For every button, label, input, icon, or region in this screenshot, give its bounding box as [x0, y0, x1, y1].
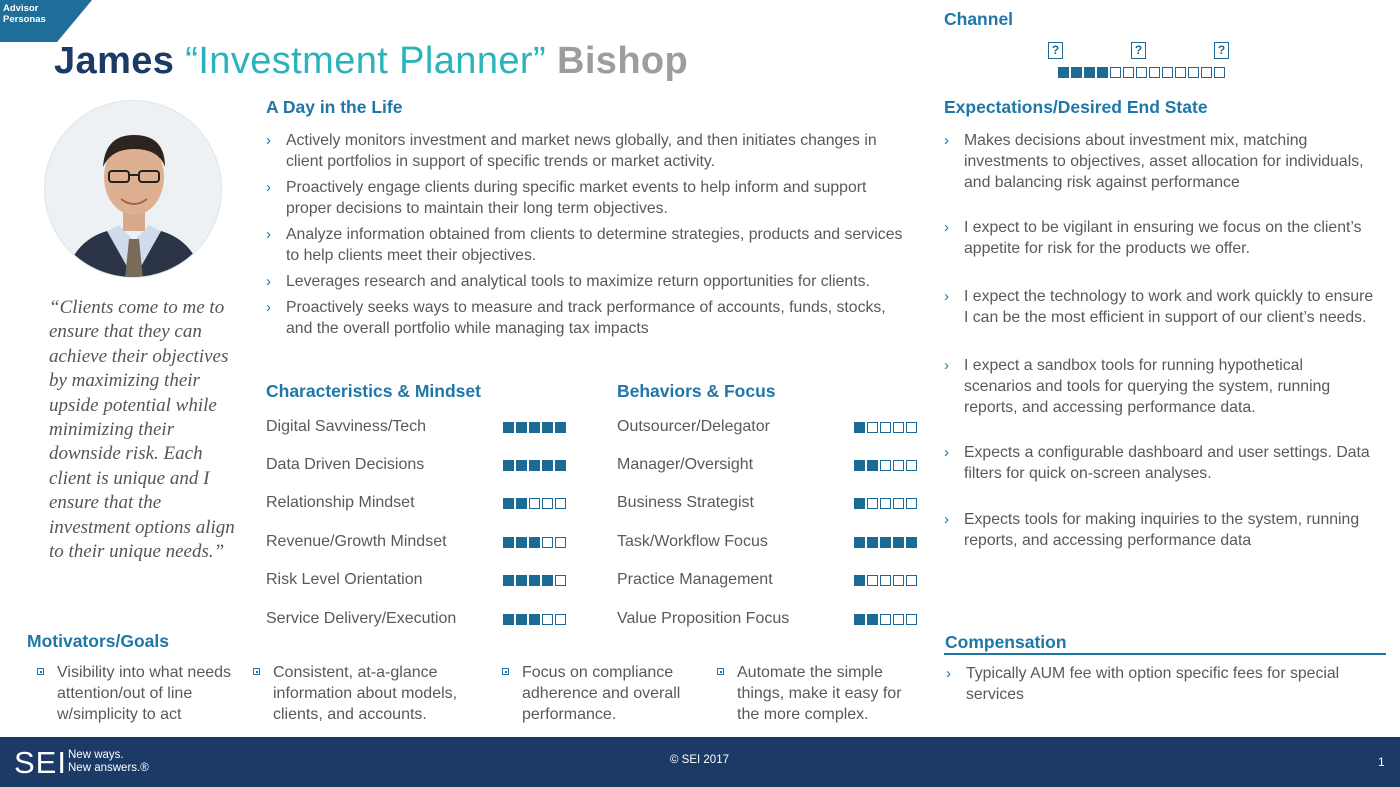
- section-tag-label: Advisor Personas: [3, 3, 46, 25]
- rating-square-filled: [529, 614, 540, 625]
- chevron-right-icon: ›: [266, 273, 271, 290]
- rating-square-empty: [893, 498, 904, 509]
- compensation-heading: Compensation: [945, 632, 1067, 652]
- expectations-heading: Expectations/Desired End State: [944, 97, 1208, 117]
- list-item: › I expect to be vigilant in ensuring we focus on the client’s appetite for risk for the products we offer.: [944, 219, 1362, 257]
- list-item: › Actively monitors investment and market news globally, and then initiates changes in client portfolios in support of specific trends or market activity.: [266, 132, 877, 170]
- rating-square-empty: [1149, 67, 1160, 78]
- rating-label: Data Driven Decisions: [266, 456, 425, 473]
- rating-square-empty: [893, 422, 904, 433]
- rating-squares: [503, 575, 566, 586]
- rating-label: Service Delivery/Execution: [266, 610, 457, 627]
- rating-square-filled: [906, 537, 917, 548]
- rating-square-empty: [906, 614, 917, 625]
- rating-squares: [854, 614, 917, 625]
- rating-squares: [854, 422, 917, 433]
- chevron-right-icon: ›: [944, 132, 949, 149]
- rating-square-filled: [516, 460, 527, 471]
- rating-square-empty: [542, 614, 553, 625]
- rating-label: Risk Level Orientation: [266, 571, 423, 588]
- rating-row: [617, 533, 917, 551]
- section-tag: [0, 0, 92, 42]
- rating-square-empty: [1110, 67, 1121, 78]
- rating-square-empty: [1188, 67, 1199, 78]
- rating-square-filled: [529, 537, 540, 548]
- rating-square-filled: [516, 422, 527, 433]
- missing-image-icon: ?: [1131, 42, 1146, 59]
- bullet-icon: [502, 668, 509, 675]
- rating-square-empty: [867, 575, 878, 586]
- rating-square-empty: [555, 498, 566, 509]
- person-portrait-icon: [45, 101, 222, 278]
- list-item: › I expect the technology to work and work quickly to ensure I can be the most efficient in support of our client’s needs.: [944, 288, 1374, 326]
- rating-row: [617, 456, 917, 474]
- rating-square-empty: [867, 422, 878, 433]
- rating-square-filled: [542, 460, 553, 471]
- list-item: › Makes decisions about investment mix, matching investments to objectives, asset allocation for individuals, and balancing risk against performance: [944, 132, 1364, 191]
- rating-label: Revenue/Growth Mindset: [266, 533, 447, 550]
- persona-avatar: [44, 100, 222, 278]
- chevron-right-icon: ›: [266, 299, 271, 316]
- rating-row: [617, 494, 917, 512]
- rating-square-filled: [503, 575, 514, 586]
- expectations-list: [944, 130, 1374, 551]
- rating-square-empty: [880, 498, 891, 509]
- rating-square-filled: [529, 422, 540, 433]
- bullet-icon: [253, 668, 260, 675]
- persona-last-name: Bishop: [556, 40, 689, 82]
- chevron-right-icon: ›: [266, 226, 271, 243]
- rating-square-filled: [503, 460, 514, 471]
- rating-square-filled: [867, 460, 878, 471]
- rating-square-empty: [1201, 67, 1212, 78]
- bullet-icon: [37, 668, 44, 675]
- rating-square-filled: [503, 614, 514, 625]
- rating-square-empty: [1175, 67, 1186, 78]
- rating-label: Relationship Mindset: [266, 494, 415, 511]
- rating-row: [266, 494, 566, 512]
- list-item: › Proactively engage clients during specific market events to help inform and support proper decisions to maintain their long term objectives.: [266, 179, 867, 217]
- rating-squares: [854, 537, 917, 548]
- channel-scale: [1058, 67, 1225, 78]
- footer-bar: [0, 737, 1400, 787]
- rating-squares: [854, 460, 917, 471]
- persona-nickname: “Investment Planner”: [185, 40, 547, 82]
- day-in-life-heading: A Day in the Life: [266, 97, 403, 117]
- list-item: Consistent, at-a-glance information about models, clients, and accounts.: [273, 662, 483, 725]
- rating-row: [617, 418, 917, 436]
- rating-label: Digital Savviness/Tech: [266, 418, 427, 435]
- list-item: › I expect a sandbox tools for running hypothetical scenarios and tools for querying the system, running reports, and accessing performance data.: [944, 357, 1331, 416]
- rating-squares: [854, 498, 917, 509]
- rating-label: Manager/Oversight: [617, 456, 754, 473]
- rating-row: [266, 533, 566, 551]
- rating-square-empty: [906, 422, 917, 433]
- chevron-right-icon: ›: [266, 179, 271, 196]
- rating-square-filled: [867, 614, 878, 625]
- behaviors-heading: Behaviors & Focus: [617, 381, 776, 401]
- rating-row: [266, 456, 566, 474]
- rating-square-filled: [555, 460, 566, 471]
- rating-row: [266, 418, 566, 436]
- rating-row: [266, 571, 566, 589]
- persona-first-name: James: [54, 40, 175, 82]
- rating-square-filled: [503, 422, 514, 433]
- rating-square-filled: [1084, 67, 1095, 78]
- chevron-right-icon: ›: [944, 511, 949, 528]
- channel-icons: [1048, 42, 1229, 59]
- rating-label: Task/Workflow Focus: [617, 533, 768, 550]
- compensation-list: [946, 663, 1366, 705]
- rating-square-filled: [854, 498, 865, 509]
- list-item: Visibility into what needs attention/out of line w/simplicity to act: [57, 662, 237, 725]
- rating-square-empty: [906, 498, 917, 509]
- rating-label: Practice Management: [617, 571, 773, 588]
- rating-square-filled: [867, 537, 878, 548]
- rating-squares: [503, 498, 566, 509]
- bullet-icon: [717, 668, 724, 675]
- chevron-right-icon: ›: [266, 132, 271, 149]
- page-number: 1: [1378, 755, 1385, 769]
- rating-row: [617, 610, 917, 628]
- rating-squares: [503, 422, 566, 433]
- rating-square-empty: [880, 422, 891, 433]
- rating-square-filled: [555, 422, 566, 433]
- rating-square-filled: [854, 422, 865, 433]
- rating-square-empty: [542, 537, 553, 548]
- divider: [944, 653, 1386, 655]
- rating-square-empty: [906, 575, 917, 586]
- persona-quote: “Clients come to me to ensure that they can achieve their objectives by maximizing their upside potential while minimizing their downside risk. Each client is unique and I ensure that the investment options align to their unique needs.”: [49, 297, 235, 563]
- rating-row: [266, 610, 566, 628]
- rating-square-empty: [1214, 67, 1225, 78]
- rating-squares: [854, 575, 917, 586]
- list-item: › Typically AUM fee with option specific fees for special services: [946, 665, 1340, 703]
- rating-square-empty: [880, 614, 891, 625]
- rating-squares: [503, 537, 566, 548]
- rating-square-empty: [542, 498, 553, 509]
- copyright: © SEI 2017: [670, 754, 729, 766]
- rating-square-empty: [906, 460, 917, 471]
- rating-square-filled: [516, 537, 527, 548]
- rating-square-empty: [880, 460, 891, 471]
- rating-square-empty: [555, 575, 566, 586]
- rating-square-empty: [893, 460, 904, 471]
- rating-row: [617, 571, 917, 589]
- brand-logo: SEI: [14, 745, 67, 780]
- rating-square-empty: [529, 498, 540, 509]
- rating-square-filled: [854, 575, 865, 586]
- rating-label: Outsourcer/Delegator: [617, 418, 770, 435]
- rating-square-empty: [555, 614, 566, 625]
- rating-square-filled: [854, 614, 865, 625]
- rating-square-filled: [516, 575, 527, 586]
- rating-square-filled: [542, 575, 553, 586]
- missing-image-icon: ?: [1048, 42, 1063, 59]
- rating-square-empty: [893, 575, 904, 586]
- rating-square-filled: [516, 498, 527, 509]
- rating-squares: [503, 460, 566, 471]
- rating-square-filled: [542, 422, 553, 433]
- list-item: › Analyze information obtained from clients to determine strategies, products and services to help clients meet their objectives.: [266, 226, 903, 264]
- list-item: Automate the simple things, make it easy for the more complex.: [737, 662, 927, 725]
- list-item: Focus on compliance adherence and overall performance.: [522, 662, 707, 725]
- rating-square-filled: [516, 614, 527, 625]
- chevron-right-icon: ›: [944, 288, 949, 305]
- list-item: › Proactively seeks ways to measure and track performance of accounts, funds, stocks, and the overall portfolio while managing tax impacts: [266, 299, 886, 337]
- rating-label: Business Strategist: [617, 494, 754, 511]
- rating-squares: [503, 614, 566, 625]
- rating-label: Value Proposition Focus: [617, 610, 790, 627]
- rating-square-filled: [854, 537, 865, 548]
- persona-title: [54, 40, 688, 83]
- rating-square-filled: [529, 575, 540, 586]
- chevron-right-icon: ›: [944, 444, 949, 461]
- channel-heading: Channel: [944, 9, 1014, 29]
- chevron-right-icon: ›: [944, 219, 949, 236]
- rating-square-empty: [867, 498, 878, 509]
- rating-square-filled: [1058, 67, 1069, 78]
- rating-square-filled: [529, 460, 540, 471]
- rating-square-filled: [1071, 67, 1082, 78]
- day-in-life-list: [266, 130, 906, 339]
- rating-square-filled: [503, 537, 514, 548]
- rating-square-filled: [893, 537, 904, 548]
- list-item: › Expects a configurable dashboard and user settings. Data filters for quick on-screen analyses.: [944, 444, 1370, 482]
- rating-squares: [1058, 67, 1225, 78]
- rating-square-empty: [1136, 67, 1147, 78]
- rating-square-filled: [854, 460, 865, 471]
- chevron-right-icon: ›: [946, 665, 951, 682]
- brand-tagline: New ways. New answers.®: [68, 749, 149, 774]
- rating-square-filled: [880, 537, 891, 548]
- chevron-right-icon: ›: [944, 357, 949, 374]
- rating-square-empty: [1162, 67, 1173, 78]
- rating-square-empty: [555, 537, 566, 548]
- motivators-heading: Motivators/Goals: [27, 631, 169, 651]
- rating-square-filled: [1097, 67, 1108, 78]
- rating-square-filled: [503, 498, 514, 509]
- rating-square-empty: [1123, 67, 1134, 78]
- missing-image-icon: ?: [1214, 42, 1229, 59]
- characteristics-heading: Characteristics & Mindset: [266, 381, 481, 401]
- list-item: › Leverages research and analytical tools to maximize return opportunities for clients.: [266, 273, 870, 290]
- list-item: › Expects tools for making inquiries to the system, running reports, and accessing performance data: [944, 511, 1360, 549]
- rating-square-empty: [880, 575, 891, 586]
- rating-square-empty: [893, 614, 904, 625]
